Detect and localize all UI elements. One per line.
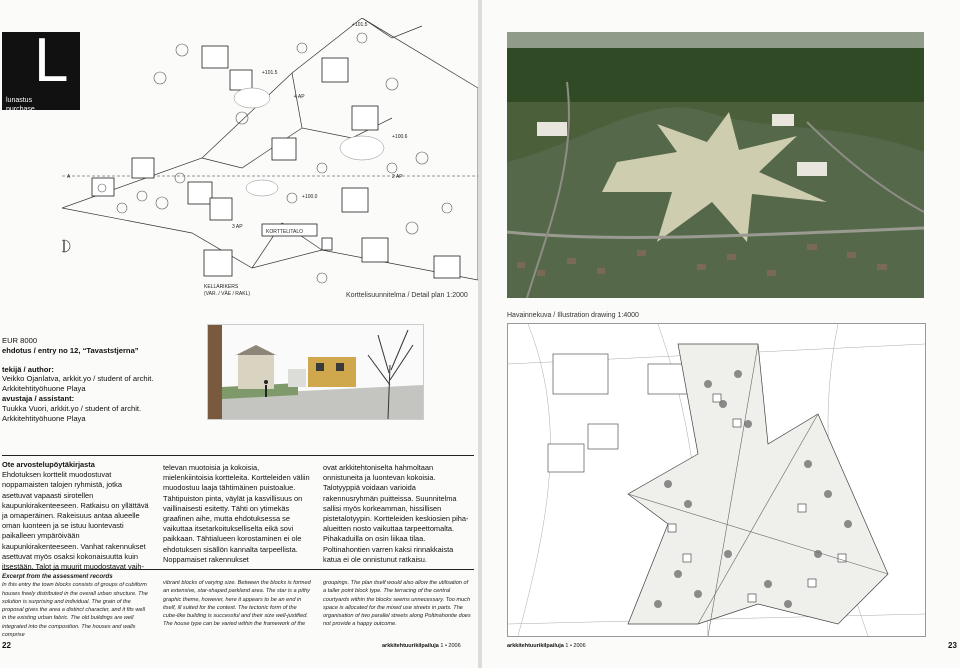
assistant-office: Arkkitehtityöhuone Playa	[2, 413, 86, 423]
street-rendering	[207, 324, 424, 420]
assessment-text-1: Ehdotuksen korttelit muodostuvat noppamaisten talojen ryhmistä, jotka asettuvat vapaasti sirotellen kaupunkirakenteeseen. Ratkaisu on yllättävä ja omaperäinen. Rakeisuus antaa alueelle oman luonteen ja se istuu luontevasti paikalleen ympäröivään kaupunkirakenteeseen. Vanhat rakennukset asettuvat myös osaksi kokonaisuutta kuin itsestään. Talot ja muurit muodostavat vaih-	[2, 470, 149, 572]
entry-title: ehdotus / entry no 12, “Tavaststjerna”	[2, 345, 139, 355]
plan-caption: Korttelisuunnitelma / Detail plan 1:2000	[346, 292, 468, 299]
plan-axis-a: A	[67, 174, 71, 180]
plan-house	[322, 58, 348, 82]
north-arrow	[62, 240, 70, 252]
plan-parking-3: 3 AP	[232, 224, 243, 230]
assessment-col-3: ovat arkkitehtoniselta hahmoltaan onnistuneita ja luontevan kokoisia. Talotyyppiä voidaan varioida rakennusryhmän puitteissa. Suunnitelma sallisi myös korkeamman, hissillisen pistetalotyypin. Kortteleiden keskiosien piha-alueitten nosto vaikuttaa tarpeettomalta. Pihakaduilla on osin liikaa tilaa. Poltinahontien varren kaksi rinnakkaista katua ei ole onnistunut ratkaisu.	[323, 463, 469, 564]
badge-line-2: purchase	[6, 106, 35, 113]
plan-cellar-sub: (VAR. / VÄE / RAKL)	[204, 291, 251, 297]
assessment-col-2: televan muotoisia ja kokoisia, mielenkiintoisia kortteleita. Kortteleiden väliin muodostuu laaja tähtimäinen puistoalue. Tähtipuiston pinta, väylät ja kasvillisuus on vaillinaisesti esitetty. Tähti on ytimekäs graafinen aihe, mutta ehdotuksessa se vaikuttaa itsetarkoitukselliselta eikä sovi paikkaan. Tähtialueen korostaminen ei ole ehdotuksen sisällön kannalta tarpeellista. Noppamaiset rakennukset	[163, 463, 310, 564]
plan-house	[352, 106, 378, 130]
right-page-number: 23	[948, 641, 957, 650]
detail-plan-drawing	[62, 18, 478, 298]
excerpt-col-3: groupings. The plan itself would also allow the utilisation of a taller point block type. The terracing of the central courtyards within the blocks seems unnecessary. Too much space is allocated for the mixed use streets in parts. The organisation of two parallel streets along Poltinahontie does not provide a happy outcome.	[323, 580, 471, 628]
excerpt-text-1: In this entry the town blocks consists of groups of cubiform houses freely distributed in the overall urban structure. The solution is surprising and individual. The grain of the proposal gives the area a distinct character, and it fits well in the existing urban fabric. The old buildings are well integrated into the composition. The houses and walls comprise	[2, 582, 148, 639]
plan-parking-2: 4 AP	[294, 94, 305, 100]
plan-house	[202, 46, 228, 68]
author-label: tekijä / author:	[2, 364, 54, 374]
plan-house	[132, 158, 154, 178]
right-issue: 1 • 2006	[565, 643, 586, 649]
plan-house	[188, 182, 212, 204]
assessment-heading: Ote arvostelupöytäkirjasta	[2, 460, 95, 469]
plan-house	[342, 188, 368, 212]
plan-cellar-label: KELLARIKERS	[204, 284, 239, 290]
left-magazine: arkkitehtuurikilpailuja	[382, 643, 439, 649]
assistant-label: avustaja / assistant:	[2, 393, 75, 403]
author-name: Veikko Ojanlatva, arkkit.yo / student of archit.	[2, 374, 154, 384]
plan-house	[230, 70, 252, 90]
plan-street-label: KORTTELITALO	[266, 229, 304, 235]
entry-price: EUR 8000	[2, 336, 38, 345]
plan-house	[272, 138, 296, 160]
plan-house	[92, 178, 114, 196]
plan-level-2: +100.6	[392, 134, 408, 140]
right-magazine: arkkitehtuurikilpailuja	[507, 643, 564, 649]
plan-house	[362, 238, 388, 262]
plan-level-1: +101.5	[262, 70, 278, 76]
left-footer	[382, 643, 461, 649]
divider	[2, 455, 474, 456]
aerial-caption: Havainnekuva / Illustration drawing 1:4000	[507, 312, 639, 319]
left-issue: 1 • 2006	[440, 643, 461, 649]
author-office: Arkkitehtityöhuone Playa	[2, 384, 86, 394]
excerpt-col-2: vibrant blocks of varying size. Between the blocks is formed an extensive, star-shaped parkland area. The star is a pithy graphic theme, however, here it appears to be an end in itself, ill suited for the context. The tectonic form of the cube-like building is successful and their size well-justified. The house type can be varied within the framework of the	[163, 580, 311, 628]
aerial-illustration	[507, 32, 924, 298]
badge-letter: L	[34, 26, 69, 95]
assessment-col-1	[2, 460, 150, 572]
plan-cellar-block	[204, 250, 232, 276]
plan-level-3: +100.0	[302, 194, 318, 200]
excerpt-heading: Excerpt from the assessment records	[2, 573, 113, 580]
left-page-number: 22	[2, 641, 11, 650]
excerpt-col-1	[2, 573, 150, 639]
right-footer	[507, 643, 586, 649]
plan-house	[434, 256, 460, 278]
plan-parking-1: 2 AP	[392, 174, 403, 180]
site-plan-drawing	[507, 323, 926, 637]
assistant-name: Tuukka Vuori, arkkit.yo / student of archit.	[2, 403, 142, 413]
plan-level-tower: +101.5	[352, 22, 368, 28]
badge-line-1: lunastus	[6, 97, 33, 104]
entry-info	[2, 336, 202, 423]
plan-house	[210, 198, 232, 220]
